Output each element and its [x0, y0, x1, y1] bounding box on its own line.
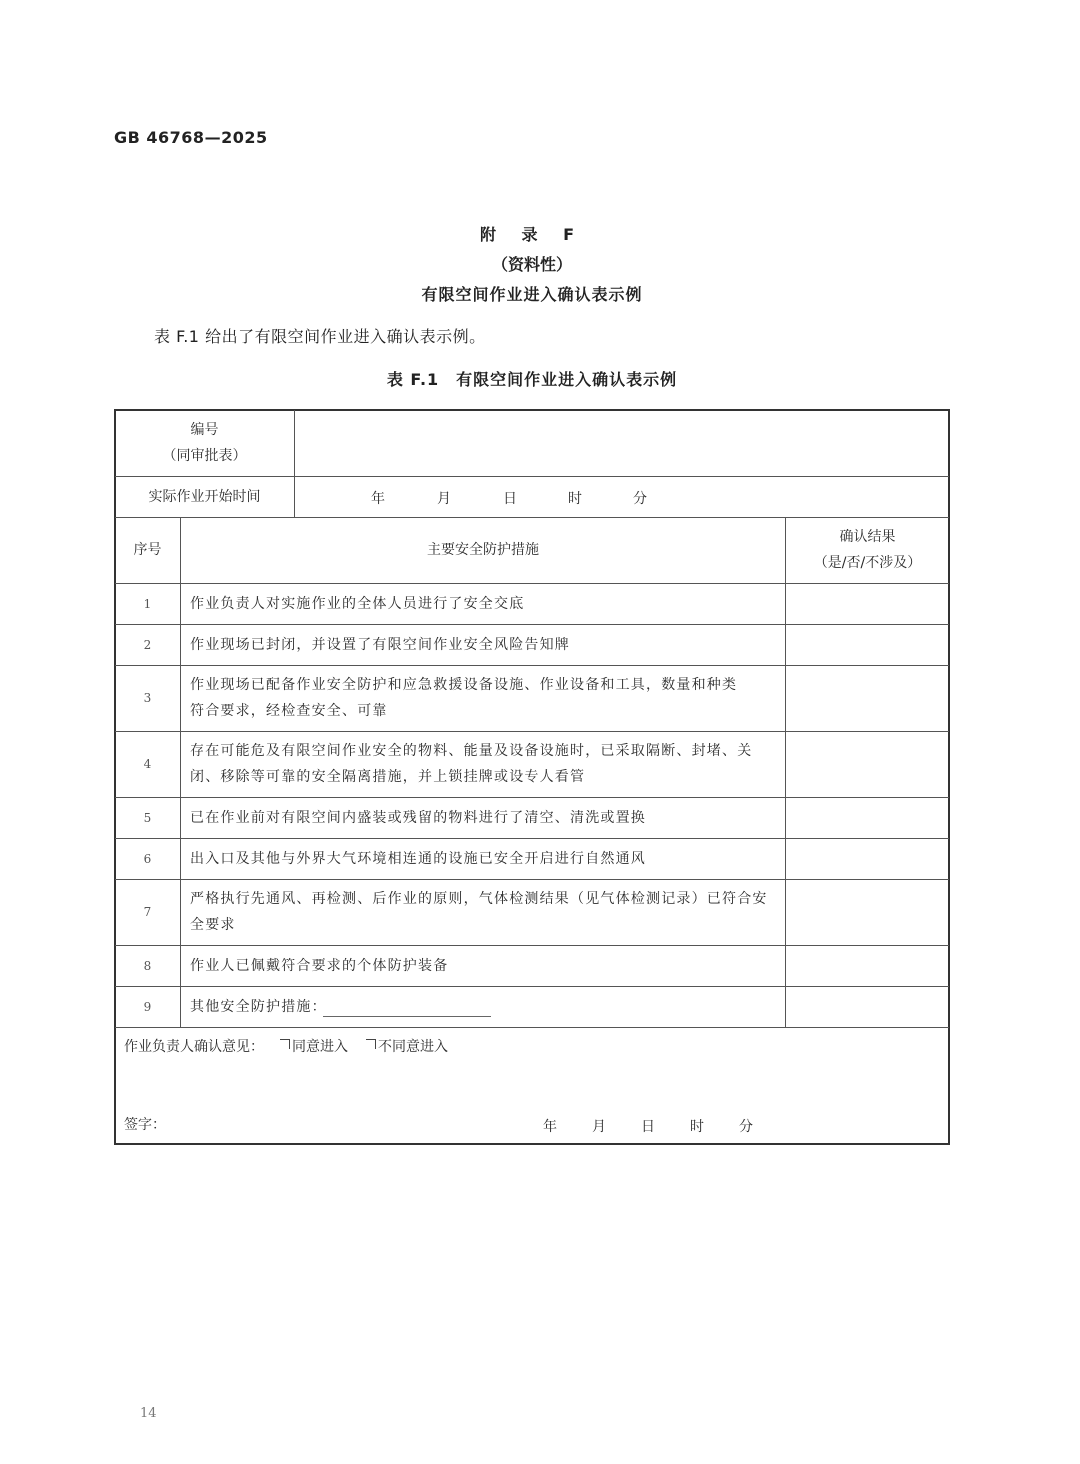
table-rule — [115, 797, 949, 798]
row-measure: 作业现场已配备作业安全防护和应急救援设备设施、作业设备和工具，数量和种类 — [190, 677, 738, 693]
row-seq: 5 — [143, 811, 152, 825]
row-measure: 严格执行先通风、再检测、后作业的原则，气体检测结果（见气体检测记录）已符合安 — [190, 891, 768, 907]
opinion-label: 作业负责人确认意见： — [124, 1039, 264, 1055]
table-rule — [115, 624, 949, 625]
row-measure: 作业负责人对实施作业的全体人员进行了安全交底 — [190, 596, 525, 612]
disagree-option-label: 不同意进入 — [378, 1039, 448, 1055]
column-header-measures: 主要安全防护措施 — [427, 542, 539, 558]
other-measures-fill-line[interactable] — [323, 1016, 491, 1017]
column-header-seq: 序号 — [133, 542, 162, 558]
serial-label-note: （同审批表） — [162, 448, 247, 464]
start-hour-unit: 时 — [568, 491, 582, 507]
table-rule — [115, 731, 949, 732]
standard-code: GB 46768—2025 — [114, 128, 268, 147]
table-caption: 表 F.1 有限空间作业进入确认表示例 — [386, 370, 678, 389]
row-seq: 8 — [143, 959, 152, 973]
agree-checkbox[interactable] — [280, 1039, 290, 1049]
row-seq: 3 — [143, 691, 152, 705]
sign-minute-unit: 分 — [739, 1119, 753, 1135]
column-header-result: 确认结果 — [839, 529, 896, 545]
table-rule — [115, 986, 949, 987]
table-rule — [115, 1027, 949, 1028]
row-seq: 1 — [143, 597, 152, 611]
row-measure: 已在作业前对有限空间内盛装或残留的物料进行了清空、清洗或置换 — [190, 810, 646, 826]
row-seq: 9 — [143, 1000, 152, 1014]
row-seq: 6 — [143, 852, 152, 866]
page-number: 14 — [140, 1406, 157, 1421]
start-month-unit: 月 — [437, 491, 451, 507]
row-measure-continued: 闭、移除等可靠的安全隔离措施，并上锁挂牌或设专人看管 — [190, 769, 586, 785]
start-minute-unit: 分 — [633, 491, 647, 507]
row-measure-continued: 全要求 — [190, 917, 236, 933]
signature-label: 签字： — [124, 1117, 166, 1133]
sign-month-unit: 月 — [592, 1119, 606, 1135]
sign-hour-unit: 时 — [690, 1119, 704, 1135]
table-rule — [294, 410, 295, 517]
agree-option-label: 同意进入 — [292, 1039, 348, 1055]
sign-year-unit: 年 — [543, 1119, 557, 1135]
row-measure: 出入口及其他与外界大气环境相连通的设施已安全开启进行自然通风 — [190, 851, 646, 867]
table-rule — [115, 583, 949, 584]
start-time-label: 实际作业开始时间 — [148, 489, 261, 505]
row-measure: 存在可能危及有限空间作业安全的物料、能量及设备设施时，已采取隔断、封堵、关 — [190, 743, 753, 759]
table-rule — [115, 476, 949, 477]
row-measure: 其他安全防护措施： — [190, 999, 327, 1015]
row-measure-continued: 符合要求，经检查安全、可靠 — [190, 703, 388, 719]
row-measure: 作业现场已封闭，并设置了有限空间作业安全风险告知牌 — [190, 637, 570, 653]
column-header-result-note: （是/否/不涉及） — [813, 555, 922, 571]
appendix-title: 附 录 F — [479, 225, 585, 244]
row-seq: 2 — [143, 638, 152, 652]
intro-paragraph: 表 F.1 给出了有限空间作业进入确认表示例。 — [154, 327, 486, 346]
sign-day-unit: 日 — [641, 1119, 655, 1135]
row-seq: 4 — [143, 757, 152, 771]
table-rule — [785, 517, 786, 1027]
row-seq: 7 — [143, 905, 152, 919]
opinion-row — [124, 1034, 448, 1060]
appendix-heading: 有限空间作业进入确认表示例 — [421, 285, 643, 304]
serial-label: 编号 — [190, 422, 219, 438]
table-rule — [115, 665, 949, 666]
table-rule — [180, 517, 181, 1027]
table-rule — [115, 879, 949, 880]
start-day-unit: 日 — [503, 491, 517, 507]
table-rule — [115, 517, 949, 518]
disagree-checkbox[interactable] — [366, 1039, 376, 1049]
appendix-type: （资料性） — [491, 255, 572, 274]
table-rule — [115, 945, 949, 946]
row-measure: 作业人已佩戴符合要求的个体防护装备 — [190, 958, 449, 974]
start-year-unit: 年 — [371, 491, 385, 507]
table-rule — [115, 838, 949, 839]
